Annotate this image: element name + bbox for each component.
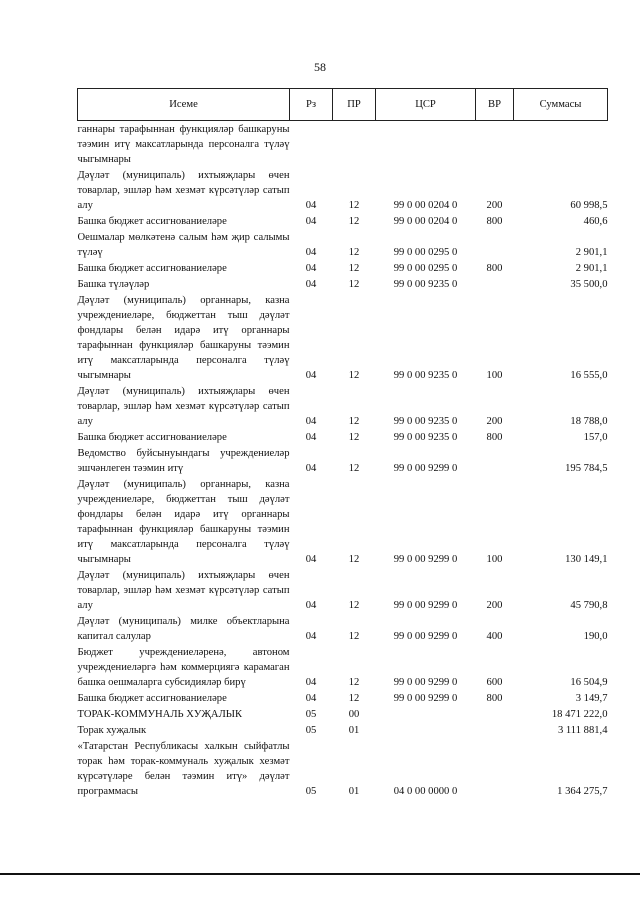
row-csr: 04 0 00 0000 0 [393, 786, 458, 797]
table-row [78, 260, 608, 276]
row-rz: 04 [305, 693, 317, 704]
row-csr: 99 0 00 9235 0 [393, 432, 458, 443]
row-rz: 04 [305, 263, 317, 274]
column-header-vr: ВР [476, 89, 514, 121]
row-csr: 99 0 00 9299 0 [393, 677, 458, 688]
row-sum: 195 784,5 [565, 463, 608, 474]
row-pr: 12 [348, 263, 360, 274]
row-csr: 99 0 00 9235 0 [393, 279, 458, 290]
row-sum: 190,0 [583, 631, 608, 642]
row-rz: 04 [305, 200, 317, 211]
row-name: Башка бюджет ассигнованиеләре [77, 216, 227, 227]
row-csr [376, 121, 476, 168]
bottom-rule [0, 873, 640, 875]
row-csr: 99 0 00 9299 0 [393, 600, 458, 611]
table-row [78, 167, 608, 213]
row-name: Дәүләт (муниципаль) милке объектларына капитал салулар [77, 616, 290, 642]
row-pr: 12 [348, 416, 360, 427]
row-rz: 05 [305, 725, 317, 736]
row-pr: 12 [348, 216, 360, 227]
row-pr: 12 [348, 370, 360, 381]
page-number: 58 [314, 60, 326, 74]
row-pr: 12 [348, 432, 360, 443]
row-name: Дәүләт (муниципаль) органнары, казна учреждениеләре, бюджеттан тыш дәүләт фондлары белән идарә итү органнары тарафыннан функцияләр башкаруны тәэмин итү максатларында персоналга түләү чыгымнары [77, 479, 290, 565]
row-sum: 3 149,7 [575, 693, 608, 704]
column-header-csr: ЦСР [376, 89, 476, 121]
row-pr: 00 [348, 709, 360, 720]
row-pr: 01 [348, 725, 360, 736]
row-csr: 99 0 00 9299 0 [393, 693, 458, 704]
row-vr: 100 [486, 554, 503, 565]
row-vr: 200 [486, 416, 503, 427]
row-vr: 100 [486, 370, 503, 381]
row-vr [476, 121, 514, 168]
row-sum: 3 111 881,4 [557, 725, 608, 736]
row-sum: 18 471 222,0 [551, 709, 608, 720]
row-vr: 800 [486, 216, 503, 227]
row-sum: 60 998,5 [570, 200, 608, 211]
row-rz: 04 [305, 631, 317, 642]
row-rz: 04 [305, 432, 317, 443]
row-name: ТОРАК-КОММУНАЛЬ ХУҖАЛЫК [77, 709, 243, 720]
row-vr: 200 [486, 600, 503, 611]
table-row [78, 429, 608, 445]
row-pr: 12 [348, 247, 360, 258]
row-name: Ведомство буйсынуындагы учреждениеләр эшчәнлеген тәэмин итү [77, 448, 290, 474]
column-header-sum: Суммасы [514, 89, 608, 121]
row-sum: 2 901,1 [575, 263, 608, 274]
table-row [78, 445, 608, 476]
table-row [78, 567, 608, 613]
row-pr: 12 [348, 693, 360, 704]
row-rz: 04 [305, 677, 317, 688]
row-name: Башка бюджет ассигнованиеләре [77, 693, 227, 704]
row-pr [333, 121, 376, 168]
table-row [78, 644, 608, 690]
table-row [78, 738, 608, 799]
row-sum [514, 121, 608, 168]
table-row [78, 276, 608, 292]
row-csr: 99 0 00 9299 0 [393, 631, 458, 642]
row-rz: 04 [305, 554, 317, 565]
table-row [78, 383, 608, 429]
row-sum: 460,6 [583, 216, 608, 227]
row-name: Дәүләт (муниципаль) ихтыяҗлары өчен товарлар, эшләр һәм хезмәт күрсәтүләр сатып алу [77, 170, 290, 211]
row-name: Башка бюджет ассигнованиеләре [77, 263, 227, 274]
row-vr [476, 738, 514, 799]
row-rz [290, 121, 333, 168]
table-row [78, 690, 608, 706]
row-csr: 99 0 00 9299 0 [393, 463, 458, 474]
table-row [78, 292, 608, 383]
row-vr: 800 [486, 263, 503, 274]
row-sum: 2 901,1 [575, 247, 608, 258]
row-name: «Татарстан Республикасы халкын сыйфатлы торак һәм торак-коммуналь хуҗалык хезмәт күрсәтүләре белән тәэмин итү» дәүләт программасы [77, 741, 290, 797]
row-name: Дәүләт (муниципаль) органнары, казна учреждениеләре, бюджеттан тыш дәүләт фондлары белән идарә итү органнары тарафыннан функцияләр башкаруны тәэмин итү максатларында персоналга түләү чыгымнары [77, 295, 290, 381]
row-pr: 12 [348, 554, 360, 565]
row-pr: 12 [348, 600, 360, 611]
row-csr: 99 0 00 9299 0 [393, 554, 458, 565]
row-pr: 12 [348, 677, 360, 688]
row-csr: 99 0 00 9235 0 [393, 416, 458, 427]
row-vr: 800 [486, 693, 503, 704]
table-row [78, 706, 608, 722]
row-csr [376, 722, 476, 738]
row-rz: 04 [305, 416, 317, 427]
row-vr: 800 [486, 432, 503, 443]
table-row [78, 613, 608, 644]
row-csr: 99 0 00 0204 0 [393, 216, 458, 227]
row-vr [476, 229, 514, 260]
row-sum: 157,0 [583, 432, 608, 443]
row-vr [476, 706, 514, 722]
table-row [78, 722, 608, 738]
row-rz: 05 [305, 709, 317, 720]
row-name: ганнары тарафыннан функцияләр башкаруны тәэмин итү максатларында персоналга түләү чыгымнары [77, 124, 290, 165]
row-name: Башка түләүләр [77, 279, 150, 290]
row-pr: 12 [348, 200, 360, 211]
row-sum: 18 788,0 [570, 416, 608, 427]
table-row [78, 229, 608, 260]
row-sum: 16 555,0 [570, 370, 608, 381]
column-header-name: Исеме [78, 89, 290, 121]
row-rz: 05 [305, 786, 317, 797]
column-header-rz: Рз [290, 89, 333, 121]
row-vr: 600 [486, 677, 503, 688]
row-sum: 35 500,0 [570, 279, 608, 290]
row-vr: 200 [486, 200, 503, 211]
row-csr: 99 0 00 9235 0 [393, 370, 458, 381]
row-rz: 04 [305, 370, 317, 381]
row-vr [476, 445, 514, 476]
row-sum: 130 149,1 [565, 554, 608, 565]
table-row [78, 213, 608, 229]
row-sum: 16 504,9 [570, 677, 608, 688]
row-sum: 1 364 275,7 [557, 786, 608, 797]
row-vr [476, 276, 514, 292]
row-rz: 04 [305, 247, 317, 258]
row-csr: 99 0 00 0295 0 [393, 263, 458, 274]
row-sum: 45 790,8 [570, 600, 608, 611]
row-rz: 04 [305, 463, 317, 474]
column-header-pr: ПР [333, 89, 376, 121]
row-vr [476, 722, 514, 738]
budget-table [77, 88, 608, 799]
row-name: Бюджет учреждениеләренә, автоном учреждениеләргә һәм коммерциягә карамаган башка оешмаларга субсидияләр бирү [77, 647, 290, 688]
row-vr: 400 [486, 631, 503, 642]
table-row [78, 476, 608, 567]
row-rz: 04 [305, 279, 317, 290]
row-name: Оешмалар мөлкәтенә салым һәм җир салымы түләү [77, 232, 290, 258]
row-rz: 04 [305, 600, 317, 611]
row-csr: 99 0 00 0204 0 [393, 200, 458, 211]
row-rz: 04 [305, 216, 317, 227]
row-csr [376, 706, 476, 722]
row-pr: 12 [348, 631, 360, 642]
table-header-row [78, 89, 608, 121]
row-pr: 01 [348, 786, 360, 797]
row-pr: 12 [348, 463, 360, 474]
row-name: Башка бюджет ассигнованиеләре [77, 432, 227, 443]
row-pr: 12 [348, 279, 360, 290]
row-csr: 99 0 00 0295 0 [393, 247, 458, 258]
row-name: Дәүләт (муниципаль) ихтыяҗлары өчен товарлар, эшләр һәм хезмәт күрсәтүләр сатып алу [77, 386, 290, 427]
row-name: Дәүләт (муниципаль) ихтыяҗлары өчен товарлар, эшләр һәм хезмәт күрсәтүләр сатып алу [77, 570, 290, 611]
row-name: Торак хуҗалык [77, 725, 147, 736]
table-row [78, 121, 608, 168]
